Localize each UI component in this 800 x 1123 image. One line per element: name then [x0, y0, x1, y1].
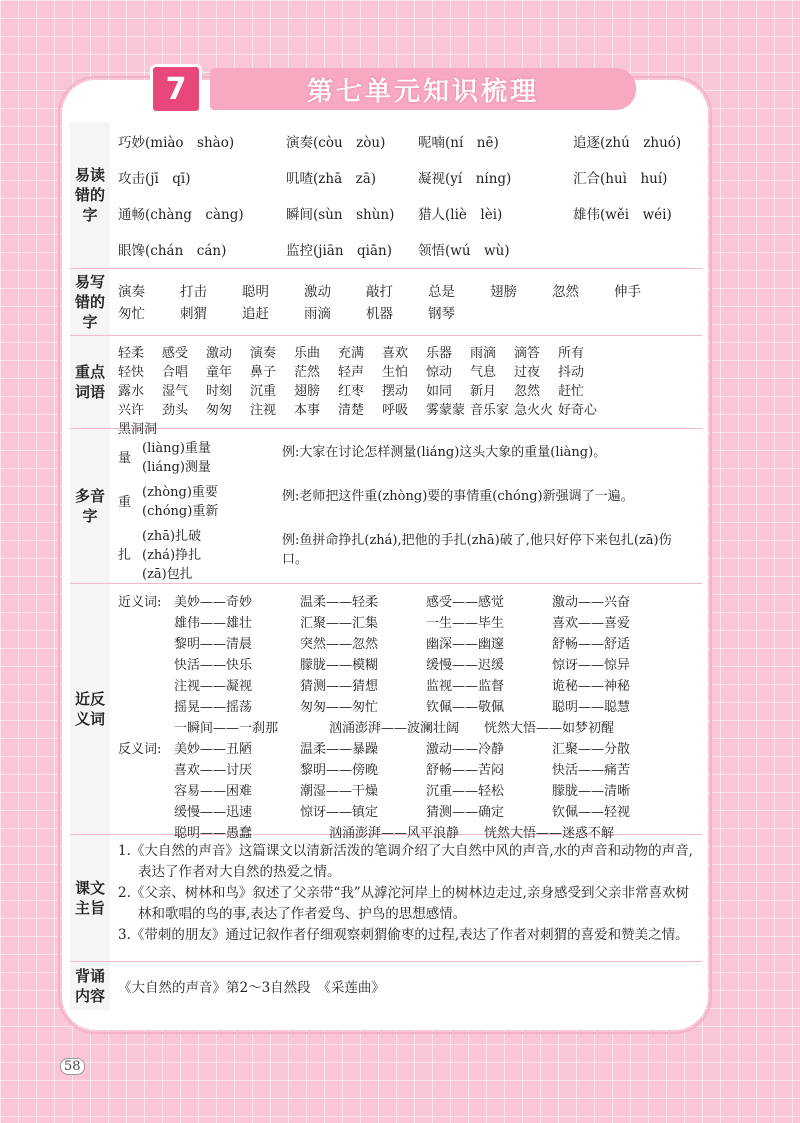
jinfan-prefix [118, 781, 174, 802]
duoyin-reading: (zā)包扎 [142, 567, 193, 582]
duoyin-example: 例:大家在讨论怎样测量(liáng)这头大象的重量(liàng)。 [282, 445, 607, 460]
unit-banner [150, 64, 636, 114]
key-word: 好奇心 [558, 403, 598, 418]
jinfan-pair: 舒畅——苦闷 [426, 763, 505, 778]
jinfan-line [118, 718, 696, 739]
duoyin-char: 量 [118, 451, 132, 466]
jinfan-prefix [118, 718, 174, 739]
jinfan-pair: 朦胧——清晰 [552, 784, 631, 799]
key-word: 激动 [206, 346, 233, 361]
beisong-text: 《大自然的声音》第2～3自然段 《采莲曲》 [118, 980, 385, 996]
yixie-word: 激动 [304, 284, 331, 300]
yidu-grid [118, 126, 733, 268]
jinfan-prefix [118, 655, 174, 676]
jinfan-pair: 汇聚——分散 [552, 742, 631, 757]
yixie-grid [118, 281, 696, 325]
duoyin-example: 例:鱼拼命挣扎(zhá),把他的手扎(zhā)破了,他只好停下来包扎(zā)伤口。 [282, 533, 672, 567]
yidu-item: 瞬间(sùn shùn) [286, 207, 395, 223]
yixie-word: 匆忙 [118, 306, 145, 322]
jinfan-pair: 温柔——轻柔 [300, 595, 379, 610]
key-word: 抖动 [558, 365, 585, 380]
jinfan-pair: 感受——感觉 [426, 595, 505, 610]
section-yixie [70, 269, 702, 336]
jinfan-pair: 潮湿——干燥 [300, 784, 379, 799]
jinfan-pair: 美妙——丑陋 [174, 742, 253, 757]
jinfan-pair: 钦佩——敬佩 [426, 700, 505, 715]
jinfan-line [118, 592, 696, 613]
key-word: 乐曲 [294, 346, 321, 361]
yidu-item: 攻击(jī qī) [118, 171, 191, 187]
duoyin-item [118, 483, 696, 521]
jinfan-prefix: 反义词: [118, 742, 162, 757]
duoyin-readings [142, 439, 282, 477]
yixie-word: 演奏 [118, 284, 145, 300]
duoyin-reading: (zhā)扎破 [142, 529, 202, 544]
key-word: 匆匆 [206, 403, 233, 418]
jinfan-prefix [118, 802, 174, 823]
yidu-item: 眼馋(chán cán) [118, 243, 227, 259]
duoyin-readings [142, 483, 282, 521]
jinfan-prefix [118, 760, 174, 781]
jinfan-pair: 突然——忽然 [300, 637, 379, 652]
section-yidu [70, 122, 702, 269]
key-word: 本事 [294, 403, 321, 418]
zhuzhi-item: 2.《父亲、树林和鸟》叙述了父亲带“我”从滹沱河岸上的树林边走过,亲身感受到父亲非常喜欢树林和歌唱的鸟的事,表达了作者爱鸟、护鸟的思想感情。 [118, 885, 689, 922]
section-label: 课文主旨 [70, 835, 110, 961]
duoyin-reading: (liáng)测量 [142, 460, 211, 475]
yidu-item: 通畅(chàng càng) [118, 207, 244, 223]
jinfan-pair: 汹涌澎湃——风平浪静 [329, 826, 460, 841]
section-duoyin [70, 429, 702, 584]
duoyin-reading: (zhòng)重要 [142, 485, 218, 500]
key-word: 翅膀 [294, 384, 321, 399]
key-word: 露水 [118, 384, 145, 399]
duoyin-char: 扎 [118, 548, 132, 563]
key-word: 滴答 [514, 346, 541, 361]
jinfan-pair: 惊讶——镇定 [300, 805, 379, 820]
section-label: 重点词语 [70, 336, 110, 428]
section-zhuzhi [70, 835, 702, 962]
section-label: 易写错的字 [70, 269, 110, 335]
jinfan-pair: 舒畅——舒适 [552, 637, 631, 652]
key-word: 时刻 [206, 384, 233, 399]
zhuzhi-list [118, 841, 696, 946]
key-word: 忽然 [514, 384, 541, 399]
section-label: 背诵内容 [70, 962, 110, 1010]
key-word: 注视 [250, 403, 277, 418]
duoyin-readings [142, 527, 282, 584]
jinfan-pair: 诡秘——神秘 [552, 679, 631, 694]
jinfan-pair: 幽深——幽邃 [426, 637, 505, 652]
jinfan-prefix [118, 697, 174, 718]
duoyin-reading: (liàng)重量 [142, 441, 211, 456]
key-word: 所有 [558, 346, 585, 361]
jinfan-pair: 雄伟——雄壮 [174, 616, 253, 631]
duoyin-char: 重 [118, 495, 132, 510]
yixie-word: 忽然 [552, 284, 579, 300]
key-word: 雾蒙蒙 [426, 403, 466, 418]
key-word: 演奏 [250, 346, 277, 361]
jinfan-pair: 猜测——猜想 [300, 679, 379, 694]
key-word: 喜欢 [382, 346, 409, 361]
key-word: 感受 [162, 346, 189, 361]
jinfan-pair: 汇聚——汇集 [300, 616, 379, 631]
jinfan-pair: 快活——痛苦 [552, 763, 631, 778]
jinfan-line [118, 739, 696, 760]
yixie-word: 总是 [428, 284, 455, 300]
zhuzhi-item: 1.《大自然的声音》这篇课文以清新活泼的笔调介绍了大自然中风的声音,水的声音和动物的声音,表达了作者对大自然的热爱之情。 [118, 843, 693, 880]
key-word: 乐器 [426, 346, 453, 361]
yixie-word: 雨滴 [304, 306, 331, 322]
jinfan-pair: 朦胧——模糊 [300, 658, 379, 673]
yidu-item: 追逐(zhú zhuó) [573, 135, 682, 151]
jinfan-pair: 注视——凝视 [174, 679, 253, 694]
jinfan-pair: 黎明——清晨 [174, 637, 253, 652]
jinfan-line [118, 781, 696, 802]
key-word: 湿气 [162, 384, 189, 399]
key-word: 轻声 [338, 365, 365, 380]
jinfan-pair: 恍然大悟——迷惑不解 [484, 826, 615, 841]
key-word: 急火火 [514, 403, 554, 418]
jinfan-pair: 缓慢——迟缓 [426, 658, 505, 673]
jinfan-pair: 激动——冷静 [426, 742, 505, 757]
key-word: 沉重 [250, 384, 277, 399]
jinfan-pair: 汹涌澎湃——波澜壮阔 [329, 721, 460, 736]
yidu-item: 雄伟(wěi wéi) [573, 207, 672, 223]
duoyin-list [118, 439, 696, 584]
key-word: 兴许 [118, 403, 145, 418]
key-word: 合唱 [162, 365, 189, 380]
key-word: 呼吸 [382, 403, 409, 418]
key-word: 过夜 [514, 365, 541, 380]
key-word: 摆动 [382, 384, 409, 399]
key-word: 轻柔 [118, 346, 145, 361]
key-word: 黑洞洞 [118, 422, 158, 437]
jinfan-pair: 容易——困难 [174, 784, 253, 799]
jinfan-pair: 聪明——聪慧 [552, 700, 631, 715]
yixie-word: 聪明 [242, 284, 269, 300]
jinfan-pair: 恍然大悟——如梦初醒 [484, 721, 615, 736]
jinfan-pair: 缓慢——迅速 [174, 805, 253, 820]
jinfan-pair: 惊讶——惊异 [552, 658, 631, 673]
key-word: 音乐家 [470, 403, 510, 418]
key-word: 新月 [470, 384, 497, 399]
page-title: 第七单元知识梳理 [210, 68, 636, 110]
yidu-item: 领悟(wú wù) [418, 243, 510, 259]
yixie-word: 伸手 [614, 284, 641, 300]
section-label: 多音字 [70, 429, 110, 583]
jinfan-pair: 猜测——确定 [426, 805, 505, 820]
key-word: 雨滴 [470, 346, 497, 361]
jinfan-pair: 摇晃——摇荡 [174, 700, 253, 715]
unit-number-badge: 7 [150, 64, 202, 114]
key-word: 轻快 [118, 365, 145, 380]
key-word: 茫然 [294, 365, 321, 380]
yixie-word: 机器 [366, 306, 393, 322]
yidu-item: 猎人(liè lèi) [418, 207, 503, 223]
section-label: 易读错的字 [70, 122, 110, 268]
jinfan-pair: 激动——兴奋 [552, 595, 631, 610]
jinfan-pair: 温柔——暴躁 [300, 742, 379, 757]
yidu-item: 巧妙(miào shào) [118, 135, 235, 151]
key-word: 鼻子 [250, 365, 277, 380]
zhongdian-grid [118, 344, 696, 439]
yixie-word: 追赶 [242, 306, 269, 322]
duoyin-item [118, 527, 696, 584]
jinfan-pair: 快活——快乐 [174, 658, 253, 673]
jinfan-pair: 一生——毕生 [426, 616, 505, 631]
section-beisong [70, 962, 702, 1010]
yidu-item: 叽喳(zhā zā) [286, 171, 377, 187]
yidu-item: 呢喃(ní nē) [418, 135, 499, 151]
key-word: 如同 [426, 384, 453, 399]
yixie-word: 刺猬 [180, 306, 207, 322]
jinfan-prefix [118, 676, 174, 697]
jinfan-line [118, 613, 696, 634]
jinfan-pair: 喜欢——喜爱 [552, 616, 631, 631]
yixie-word: 翅膀 [490, 284, 517, 300]
jinfan-line [118, 802, 696, 823]
key-word: 惊动 [426, 365, 453, 380]
jinfan-pair: 沉重——轻松 [426, 784, 505, 799]
jinfan-line [118, 676, 696, 697]
yixie-word: 敲打 [366, 284, 393, 300]
key-word: 清楚 [338, 403, 365, 418]
jinfan-prefix: 近义词: [118, 595, 162, 610]
key-word: 红枣 [338, 384, 365, 399]
jinfan-line [118, 655, 696, 676]
jinfan-pair: 监视——监督 [426, 679, 505, 694]
key-word: 生怕 [382, 365, 409, 380]
duoyin-reading: (chóng)重新 [142, 504, 219, 519]
duoyin-item [118, 439, 696, 477]
jinfan-prefix [118, 613, 174, 634]
key-word: 赶忙 [558, 384, 585, 399]
zhuzhi-item: 3.《带刺的朋友》通过记叙作者仔细观察刺猬偷枣的过程,表达了作者对刺猬的喜爱和赞美之情。 [118, 927, 689, 943]
duoyin-reading: (zhá)挣扎 [142, 548, 202, 563]
yidu-item: 汇合(huì huí) [573, 171, 668, 187]
section-zhongdian [70, 336, 702, 437]
section-label: 近反义词 [70, 584, 110, 834]
jinfan-line [118, 697, 696, 718]
knowledge-table [70, 122, 702, 1010]
yixie-word: 打击 [180, 284, 207, 300]
jinfan-pair: 聪明——愚蠢 [174, 826, 253, 841]
jinfan-pair: 美妙——奇妙 [174, 595, 253, 610]
key-word: 劲头 [162, 403, 189, 418]
yidu-item: 监控(jiān qiān) [286, 243, 392, 259]
jinfan-prefix [118, 634, 174, 655]
jinfan-pair: 一瞬间——一刹那 [174, 721, 279, 736]
yidu-item: 凝视(yí níng) [418, 171, 512, 187]
key-word: 气息 [470, 365, 497, 380]
section-jinfan [70, 584, 702, 841]
jinfan-pair: 钦佩——轻视 [552, 805, 631, 820]
jinfan-pair: 黎明——傍晚 [300, 763, 379, 778]
key-word: 充满 [338, 346, 365, 361]
key-word: 童年 [206, 365, 233, 380]
jinfan-pair: 匆匆——匆忙 [300, 700, 379, 715]
jinfan-pair: 喜欢——讨厌 [174, 763, 253, 778]
page-number: 58 [60, 1058, 85, 1075]
yidu-item: 演奏(còu zòu) [286, 135, 386, 151]
duoyin-example: 例:老师把这件重(zhòng)要的事情重(chóng)新强调了一遍。 [282, 489, 634, 504]
jinfan-list [118, 592, 696, 844]
jinfan-line [118, 634, 696, 655]
yixie-word: 钢琴 [428, 306, 455, 322]
jinfan-line [118, 760, 696, 781]
